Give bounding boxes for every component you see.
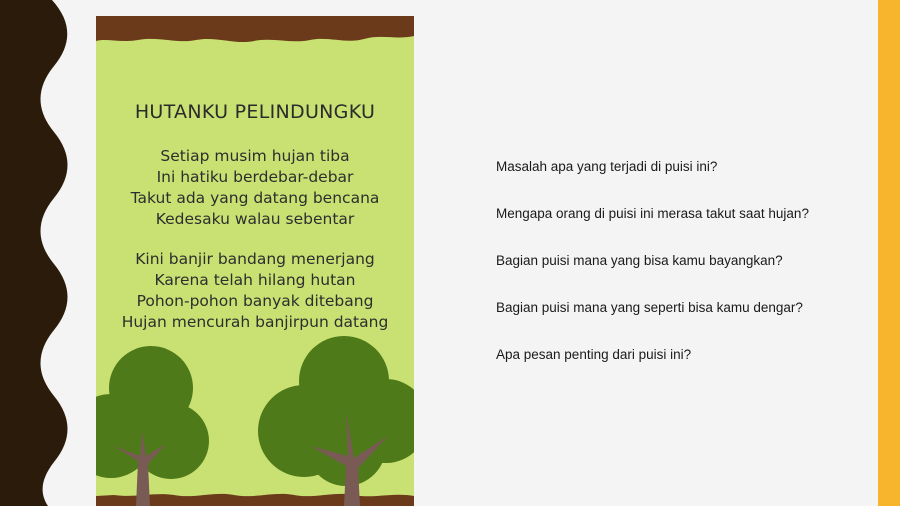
poem-line: Kedesaku walau sebentar <box>155 210 355 228</box>
question-item: Apa pesan penting dari puisi ini? <box>496 347 692 362</box>
poem-stanza-2 <box>96 249 414 333</box>
question-list <box>496 158 866 393</box>
question-item: Masalah apa yang terjadi di puisi ini? <box>496 159 718 174</box>
poem-line: Kini banjir bandang menerjang <box>135 250 375 268</box>
poem-line: Pohon-pohon banyak ditebang <box>136 292 374 310</box>
question-item: Bagian puisi mana yang seperti bisa kamu dengar? <box>496 300 803 315</box>
poem-line: Ini hatiku berdebar-debar <box>156 168 354 186</box>
poem-stanza-1 <box>96 146 414 230</box>
question-item: Bagian puisi mana yang bisa kamu bayangkan? <box>496 253 783 268</box>
poem-card <box>96 16 414 506</box>
poem-line: Hujan mencurah banjirpun datang <box>121 313 389 331</box>
wavy-left-border <box>0 0 80 506</box>
poem-line: Takut ada yang datang bencana <box>130 189 380 207</box>
poem-title: HUTANKU PELINDUNGKU <box>134 101 376 123</box>
poem-line: Setiap musim hujan tiba <box>160 147 350 165</box>
question-item: Mengapa orang di puisi ini merasa takut saat hujan? <box>496 206 809 221</box>
poem-line: Karena telah hilang hutan <box>154 271 356 289</box>
accent-stripe <box>878 0 900 506</box>
